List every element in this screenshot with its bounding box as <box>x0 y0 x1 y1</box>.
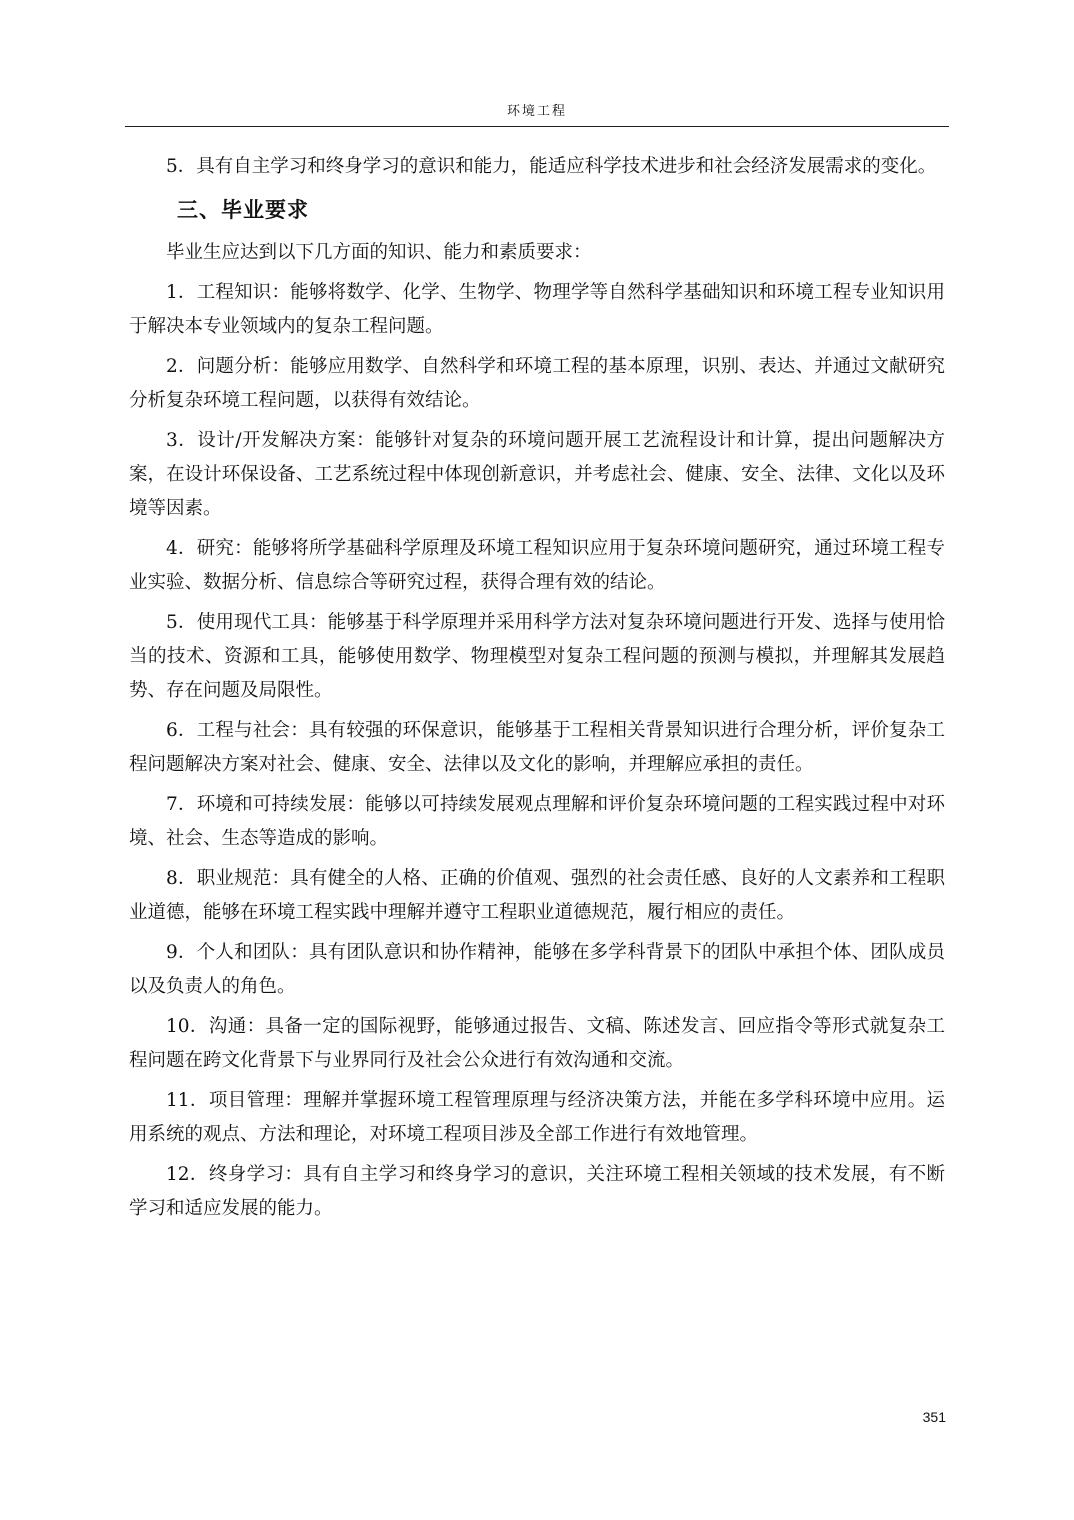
requirement-item-6: 6．工程与社会：具有较强的环保意识，能够基于工程相关背景知识进行合理分析，评价复杂工程问题解决方案对社会、健康、安全、法律以及文化的影响，并理解应承担的责任。 <box>129 720 945 775</box>
requirement-item-10: 10．沟通：具备一定的国际视野，能够通过报告、文稿、陈述发言、回应指令等形式就复杂工程问题在跨文化背景下与业界同行及社会公众进行有效沟通和交流。 <box>129 1016 945 1071</box>
intro-paragraph: 5．具有自主学习和终身学习的意识和能力，能适应科学技术进步和社会经济发展需求的变化。 <box>166 156 937 177</box>
running-header: 环境工程 <box>506 104 567 119</box>
requirement-item-8: 8．职业规范：具有健全的人格、正确的价值观、强烈的社会责任感、良好的人文素养和工程职业道德，能够在环境工程实践中理解并遵守工程职业道德规范，履行相应的责任。 <box>129 868 945 923</box>
body-content <box>129 150 945 1232</box>
requirement-item-11: 11．项目管理：理解并掌握环境工程管理原理与经济决策方法，并能在多学科环境中应用。运用系统的观点、方法和理论，对环境工程项目涉及全部工作进行有效地管理。 <box>129 1090 945 1145</box>
section-heading: 三、毕业要求 <box>177 198 309 222</box>
requirement-item-3: 3．设计/开发解决方案：能够针对复杂的环境问题开展工艺流程设计和计算，提出问题解决方案，在设计环保设备、工艺系统过程中体现创新意识，并考虑社会、健康、安全、法律、文化以及环境等因素。 <box>129 430 945 519</box>
requirement-item-5: 5．使用现代工具：能够基于科学原理并采用科学方法对复杂环境问题进行开发、选择与使用恰当的技术、资源和工具，能够使用数学、物理模型对复杂工程问题的预测与模拟，并理解其发展趋势、存在问题及局限性。 <box>129 612 945 701</box>
requirement-item-2: 2．问题分析：能够应用数学、自然科学和环境工程的基本原理，识别、表达、并通过文献研究分析复杂环境工程问题，以获得有效结论。 <box>129 356 945 411</box>
page-number: 351 <box>922 1409 946 1425</box>
requirement-item-1: 1．工程知识：能够将数学、化学、生物学、物理学等自然科学基础知识和环境工程专业知识用于解决本专业领域内的复杂工程问题。 <box>129 282 945 337</box>
requirement-item-7: 7．环境和可持续发展：能够以可持续发展观点理解和评价复杂环境问题的工程实践过程中对环境、社会、生态等造成的影响。 <box>129 794 945 849</box>
requirement-item-4: 4．研究：能够将所学基础科学原理及环境工程知识应用于复杂环境问题研究，通过环境工程专业实验、数据分析、信息综合等研究过程，获得合理有效的结论。 <box>129 538 945 593</box>
header-rule <box>125 126 949 127</box>
requirement-item-12: 12．终身学习：具有自主学习和终身学习的意识，关注环境工程相关领域的技术发展，有不断学习和适应发展的能力。 <box>129 1164 945 1219</box>
section-lead: 毕业生应达到以下几方面的知识、能力和素质要求： <box>166 242 592 263</box>
requirement-item-9: 9．个人和团队：具有团队意识和协作精神，能够在多学科背景下的团队中承担个体、团队成员以及负责人的角色。 <box>129 942 945 997</box>
